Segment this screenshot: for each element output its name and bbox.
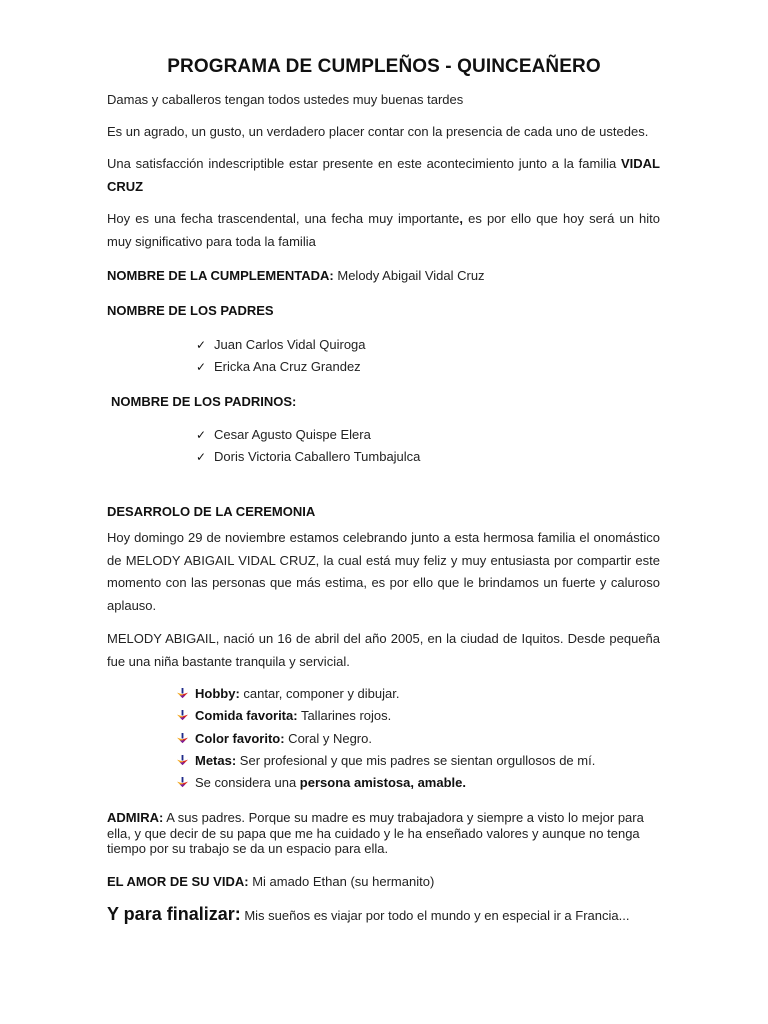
colored-arrow-icon [177,710,188,721]
list-item [177,750,595,772]
satisfaction-text: Una satisfacción indescriptible estar presente en este acontecimiento junto a la familia [107,156,621,171]
list-item [177,683,595,705]
fact-value: Ser profesional y que mis padres se sientan orgullosos de mí. [236,752,596,768]
closing-value: Mis sueños es viajar por todo el mundo y en especial ir a Francia... [240,908,630,923]
list-item [196,334,366,356]
list-item [177,705,595,727]
love-label: EL AMOR DE SU VIDA: [107,874,249,889]
colored-arrow-icon [177,777,188,788]
honoree-line [107,268,485,283]
checkmark-icon: ✓ [196,360,207,374]
admires-paragraph [107,810,660,857]
honoree-label: NOMBRE DE LA CUMPLEMENTADA: [107,268,334,283]
list-item [196,424,420,446]
colored-arrow-icon [177,688,188,699]
fact-value: cantar, componer y dibujar. [239,686,400,701]
parents-list [196,334,366,378]
fact-label: Color favorito: [195,730,285,746]
fact-label: Metas: [195,752,237,768]
closing-line [107,904,629,925]
parent-name: Ericka Ana Cruz Grandez [214,359,361,374]
fact-value: Tallarines rojos. [297,708,392,724]
welcome-paragraph: Es un agrado, un gusto, un verdadero placer contar con la presencia de cada uno de ustedes. [107,124,649,139]
colored-arrow-icon [177,733,188,744]
godparent-name: Doris Victoria Caballero Tumbajulca [214,449,421,464]
satisfaction-paragraph [107,153,660,198]
list-item [196,356,366,378]
fact-value: Coral y Negro. [284,730,372,746]
ceremony-heading: DESARROLO DE LA CEREMONIA [107,504,316,519]
godparent-name: Cesar Agusto Quispe Elera [214,427,371,442]
love-value: Mi amado Ethan (su hermanito) [248,874,435,889]
godparents-heading: NOMBRE DE LOS PADRINOS: [111,394,297,409]
love-line [107,874,434,889]
list-item [177,728,595,750]
family-name: VIDAL CRUZ [107,156,660,194]
considers-prefix: Se considera una [195,775,300,791]
closing-label: Y para finalizar: [107,904,241,924]
parents-heading: NOMBRE DE LOS PADRES [107,303,274,318]
important-date-comma: , [459,211,463,226]
fact-label: Comida favorita: [195,708,298,724]
greeting-paragraph: Damas y caballeros tengan todos ustedes muy buenas tardes [107,92,464,107]
list-item [177,772,595,794]
important-date-paragraph [107,208,660,253]
checkmark-icon: ✓ [196,450,207,464]
important-date-text-after: es por ello que hoy será un hito muy significativo para toda la familia [107,211,661,249]
important-date-text-before: Hoy es una fecha trascendental, una fecha muy importante [107,211,460,226]
admires-text: A sus padres. Porque su madre es muy trabajadora y siempre a visto lo mejor para ella, y que decir de su papa que me ha cuidado y le ha enseñado valores y aunque no tenga tiempo por su trabajo se da un espacio para ella. [107,810,644,856]
list-item [196,446,420,468]
admires-label: ADMIRA: [107,810,164,825]
fact-label: Hobby: [195,686,240,701]
facts-list [177,683,595,794]
ceremony-paragraph-1: Hoy domingo 29 de noviembre estamos celebrando junto a esta hermosa familia el onomástico de MELODY ABIGAIL VIDAL CRUZ, la cual está muy feliz y muy entusiasta por compartir este momento con las personas que más estima, es por ello que le brindamos un fuerte y caluroso aplauso. [107,530,660,613]
colored-arrow-icon [177,755,188,766]
checkmark-icon: ✓ [196,428,207,442]
ceremony-paragraph-2: MELODY ABIGAIL, nació un 16 de abril del año 2005, en la ciudad de Iquitos. Desde pequeña fue una niña bastante tranquila y servicial. [107,631,660,669]
checkmark-icon: ✓ [196,338,207,352]
godparents-list [196,424,420,468]
considers-bold: persona amistosa, amable. [299,775,466,791]
honoree-value: Melody Abigail Vidal Cruz [333,268,485,283]
parent-name: Juan Carlos Vidal Quiroga [214,337,366,352]
document-title: PROGRAMA DE CUMPLEÑOS - QUINCEAÑERO [167,56,601,77]
